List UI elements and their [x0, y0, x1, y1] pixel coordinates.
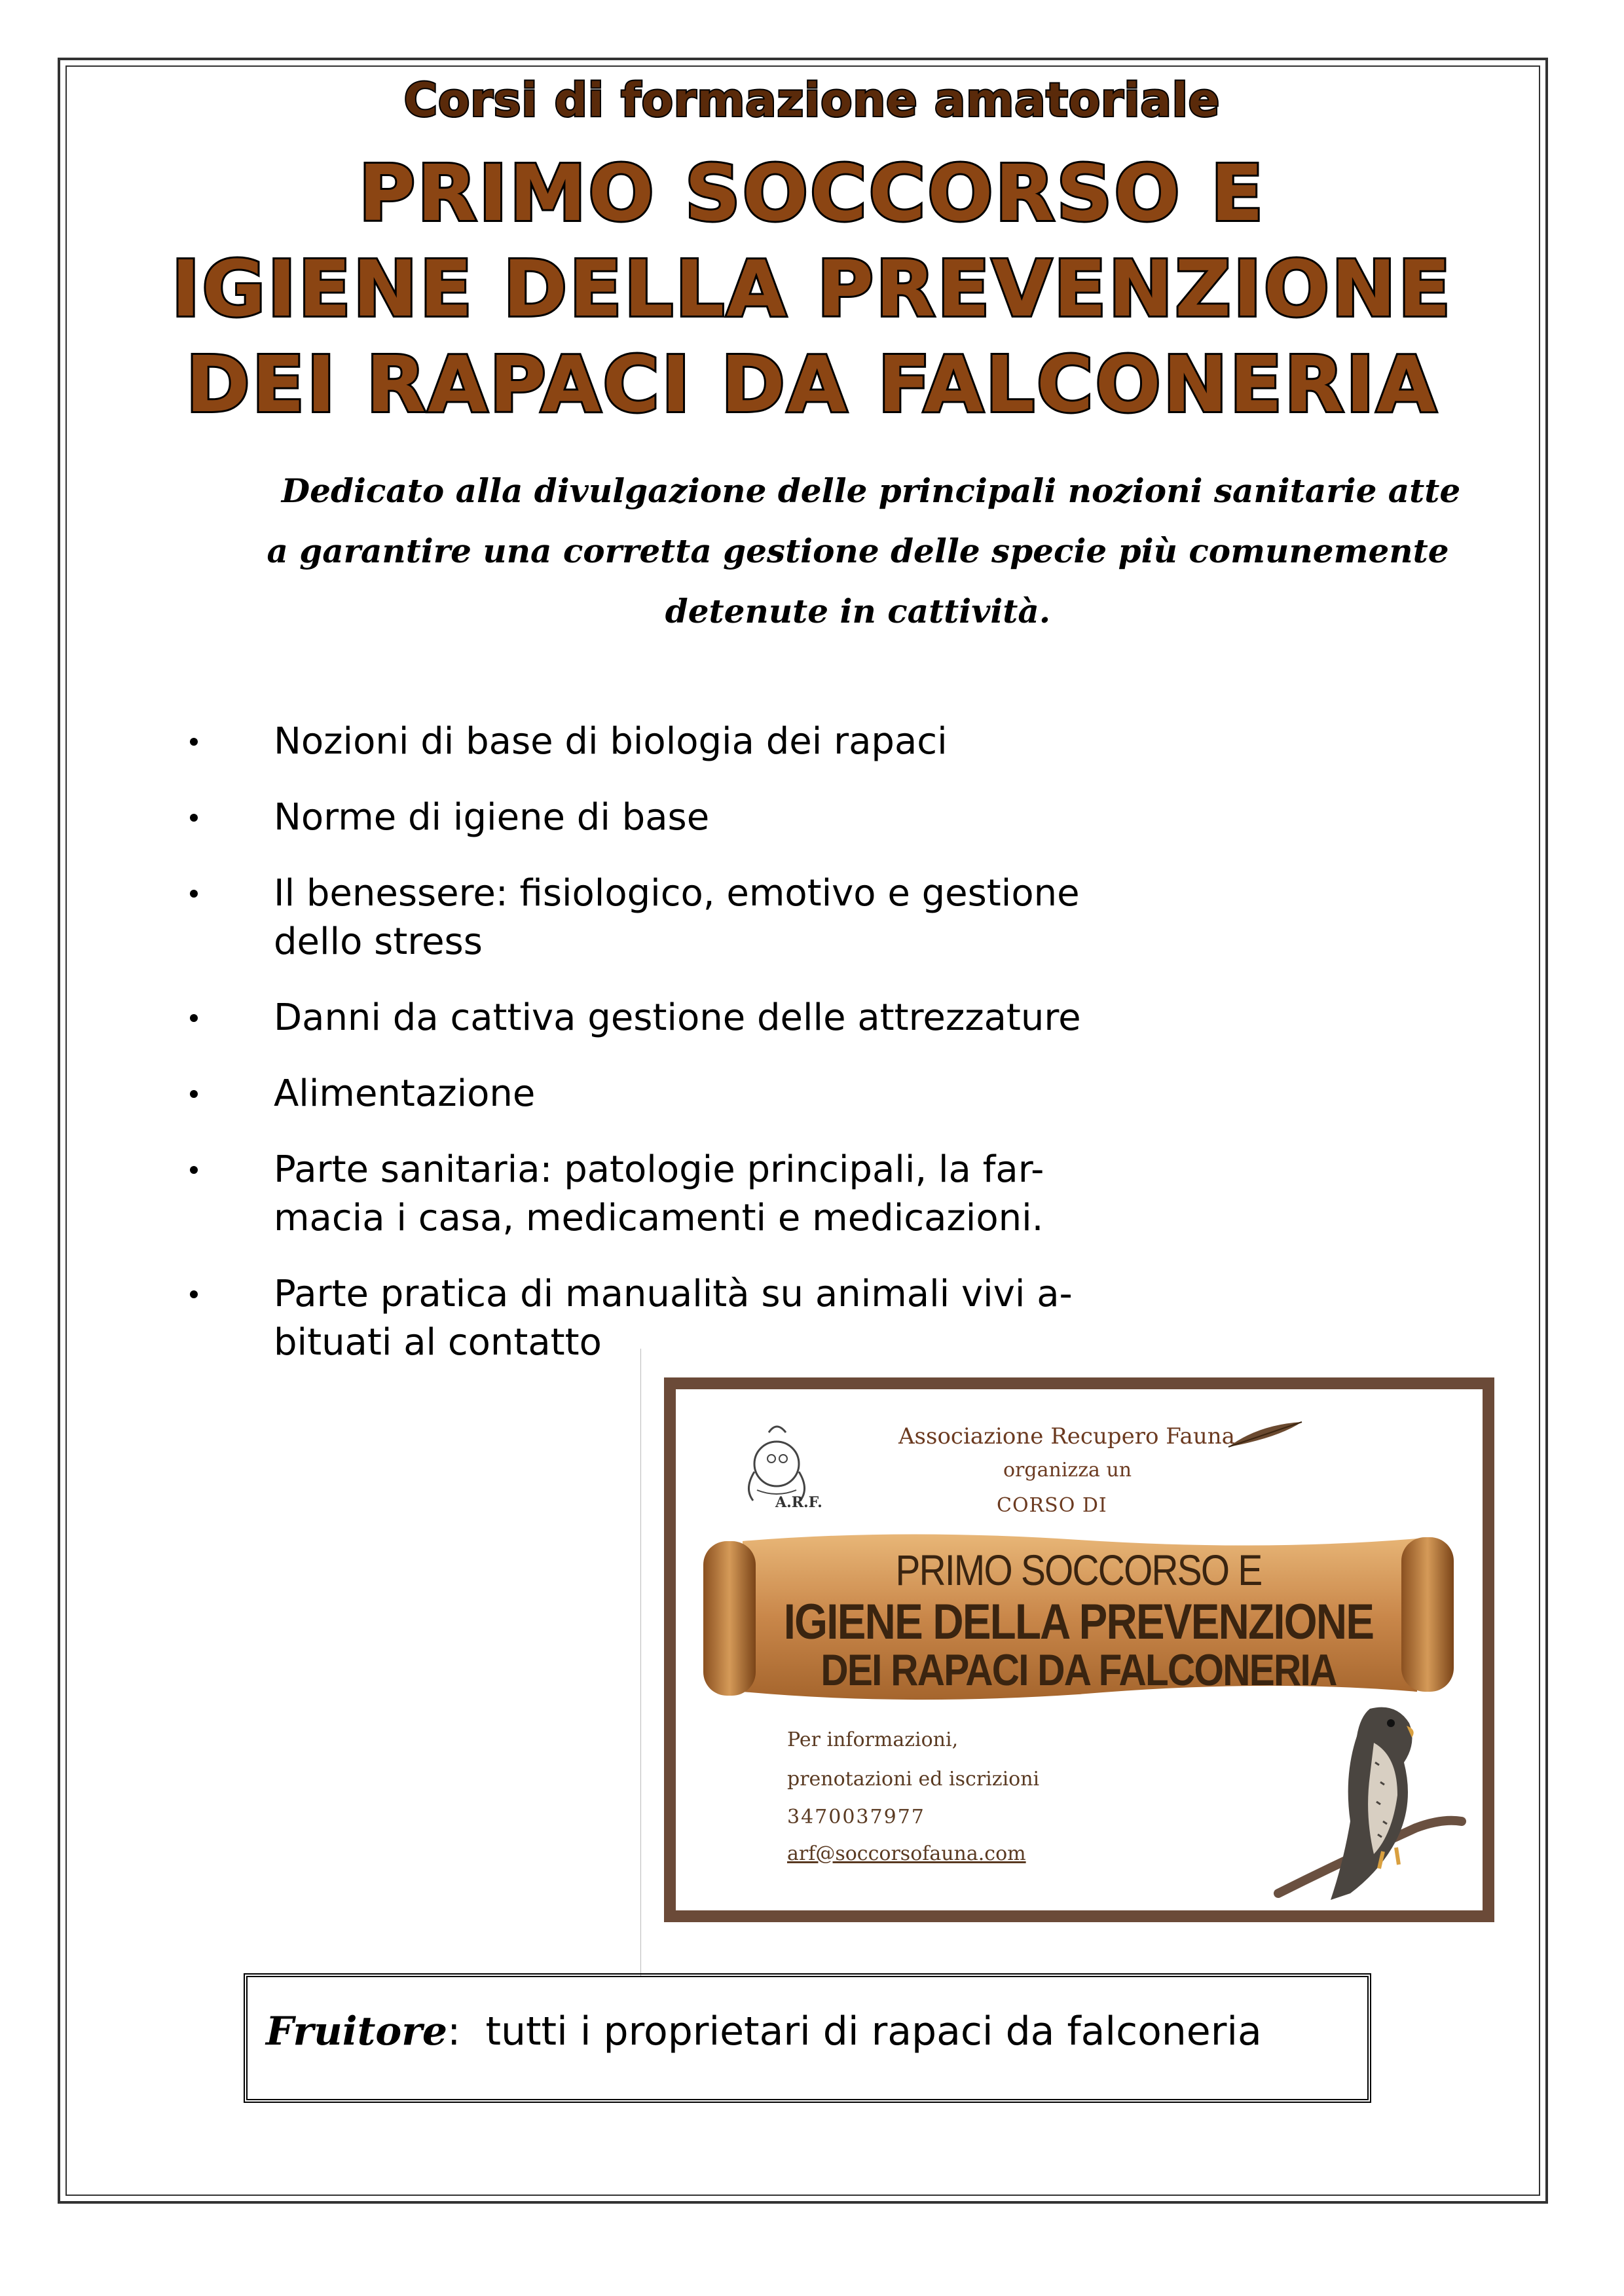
scroll-line-2: IGIENE DELLA PREVENZIONE [783, 1594, 1374, 1650]
audience-separator: : [447, 2009, 461, 2054]
topic-text: Parte sanitaria: patologie principali, la far- [274, 1148, 1044, 1191]
falcon-icon [1252, 1697, 1468, 1906]
logo-label: A.R.F. [775, 1494, 822, 1511]
course-subtitle: Corsi di formazione amatoriale [403, 73, 1221, 127]
list-item [190, 718, 1120, 766]
contact-line-1: Per informazioni, [787, 1728, 959, 1751]
scroll-line-1: PRIMO SOCCORSO E [895, 1546, 1262, 1594]
topic-text: Alimentazione [274, 1072, 536, 1115]
list-item [190, 994, 1120, 1042]
audience-box [244, 1973, 1371, 2103]
bullet-icon [190, 890, 198, 898]
corso-di-text: CORSO DI [997, 1494, 1107, 1517]
title-line-2: IGIENE DELLA PREVENZIONE [171, 244, 1453, 334]
list-item [190, 1070, 1120, 1118]
intro-line-1: Dedicato alla divulgazione delle principali nozioni sanitarie atte [281, 471, 1461, 510]
feather-icon [1226, 1418, 1304, 1451]
list-item [190, 869, 1120, 966]
topic-list [190, 718, 1120, 1394]
intro-line-3: detenute in cattività. [665, 592, 1051, 630]
topic-text: Nozioni di base di biologia dei rapaci [274, 720, 948, 763]
list-item [190, 1146, 1120, 1243]
divider-line [640, 1349, 641, 1977]
bullet-icon [190, 814, 198, 822]
topic-text: Norme di igiene di base [274, 796, 710, 839]
contact-email: arf@soccorsofauna.com [787, 1842, 1026, 1865]
organizza-text: organizza un [1003, 1459, 1132, 1482]
topic-text: dello stress [274, 920, 483, 963]
audience-label: Fruitore [266, 2009, 448, 2054]
association-name: Associazione Recupero Fauna [898, 1423, 1235, 1449]
topic-text: Il benessere: fisiologico, emotivo e gestione [274, 872, 1080, 915]
topic-text: Parte pratica di manualità su animali vivi a- [274, 1273, 1073, 1315]
topic-text: macia i casa, medicamenti e medicazioni. [274, 1197, 1044, 1239]
intro-line-2: a garantire una corretta gestione delle specie più comunemente [267, 532, 1449, 570]
bullet-icon [190, 738, 198, 746]
audience-line [266, 2009, 1262, 2054]
topic-text: Danni da cattiva gestione delle attrezzature [274, 996, 1081, 1039]
title-line-1: PRIMO SOCCORSO E [358, 148, 1266, 238]
list-item [190, 793, 1120, 842]
audience-text: tutti i proprietari di rapaci da falconeria [485, 2009, 1262, 2054]
scroll-line-3: DEI RAPACI DA FALCONERIA [821, 1645, 1337, 1695]
contact-phone: 3470037977 [787, 1806, 925, 1829]
title-line-3: DEI RAPACI DA FALCONERIA [185, 339, 1439, 429]
bullet-icon [190, 1014, 198, 1022]
bullet-icon [190, 1166, 198, 1174]
bullet-icon [190, 1290, 198, 1298]
list-item [190, 1270, 1120, 1367]
bullet-icon [190, 1090, 198, 1098]
course-flyer-image [664, 1377, 1494, 1922]
contact-line-2: prenotazioni ed iscrizioni [787, 1768, 1040, 1791]
topic-text: bituati al contatto [274, 1321, 602, 1364]
